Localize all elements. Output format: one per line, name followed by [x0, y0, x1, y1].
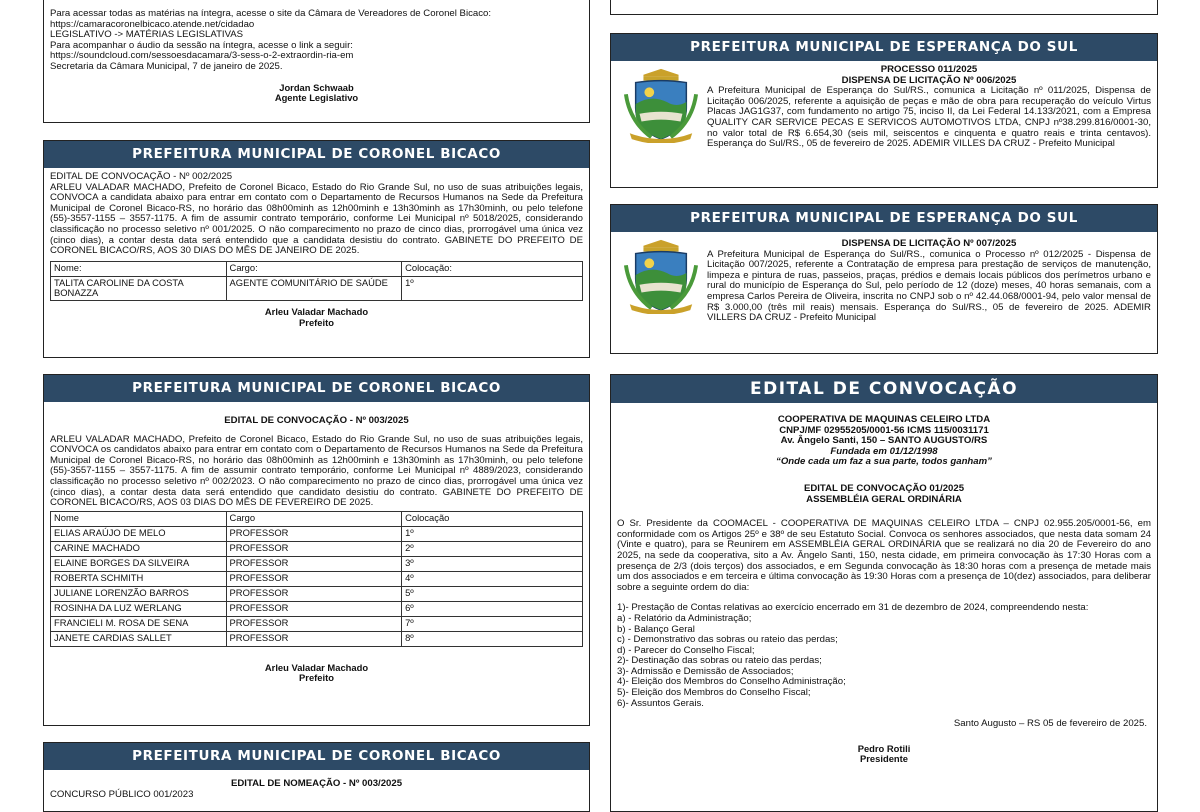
edital-title: EDITAL DE CONVOCAÇÃO - Nº 002/2025: [50, 171, 233, 182]
agenda-item: 5)- Eleição dos Membros do Conselho Fiscal;: [617, 687, 811, 699]
table-row: [51, 586, 583, 601]
date-line: Santo Augusto – RS 05 de fevereiro de 2025.: [953, 718, 1147, 730]
camara-notice-box: [43, 0, 590, 123]
cell-role: PROFESSOR: [226, 586, 402, 601]
cell-name: FRANCIELI M. ROSA DE SENA: [51, 616, 227, 631]
signature-name: Pedro Rotili: [857, 742, 911, 754]
cell-name: ELAINE BORGES DA SILVEIRA: [51, 556, 227, 571]
edital-title: EDITAL DE CONVOCAÇÃO - Nº 003/2025: [224, 415, 409, 426]
process-title: PROCESSO 011/2025: [880, 64, 978, 75]
assembleia-convocacao-box: [610, 374, 1158, 812]
dispensa-title: DISPENSA DE LICITAÇÃO Nº 006/2025: [841, 74, 1017, 86]
column-header: Nome: [51, 511, 227, 526]
column-header: Colocação: [402, 511, 583, 526]
cooperative-founded: Fundada em 01/12/1998: [830, 445, 938, 457]
cell-name: JANETE CARDIAS SALLET: [51, 631, 227, 646]
agenda-item: c) - Demonstrativo das sobras ou rateio das perdas;: [617, 634, 838, 646]
section-header: PREFEITURA MUNICIPAL DE ESPERANÇA DO SUL: [611, 205, 1157, 232]
assembly-text: O Sr. Presidente da COOMACEL - COOPERATIVA DE MAQUINAS CELEIRO LTDA – CNPJ 02.955.205/0001-56, em conformidade com os Artigos 25º e 38º de seu Estatuto Social. Convoca os senhores associados, que nesta data somam 24 (Vinte e quatro), para se Reunirem em ASSEMBLÉIA GERAL ORDINÁRIA que se realizará no dia 20 de Fevereiro do ano 2025, na sede da cooperativa, sito a Av. Ângelo Santi, 150, nesta cidade, em primeira convocação às 17:30 Horas com a presença de 2/3 (dois terços) dos associados, e em Segunda convocação às 18:30 horas com a presença de metade mais um dos associados e em terceira e última convocação às 19:30 Horas com a presença de 10(dez) associados, para deliberar sobre a seguinte ordem do dia:: [617, 518, 1151, 593]
cell-role: PROFESSOR: [226, 541, 402, 556]
cell-name: JULIANE LORENZÃO BARROS: [51, 586, 227, 601]
column-header: Cargo:: [226, 261, 402, 276]
cell-name: ELIAS ARAÚJO DE MELO: [51, 526, 227, 541]
cell-role: PROFESSOR: [226, 556, 402, 571]
cell-name: ROBERTA SCHMITH: [51, 571, 227, 586]
signature-name: Arleu Valadar Machado: [264, 305, 369, 317]
signature-name: Arleu Valadar Machado: [264, 661, 369, 673]
candidates-table: [50, 511, 583, 647]
signature-role: Prefeito: [299, 316, 334, 328]
table-row: [51, 526, 583, 541]
signature-role: Prefeito: [299, 672, 334, 684]
table-row: [51, 616, 583, 631]
cell-name: ROSINHA DA LUZ WERLANG: [51, 601, 227, 616]
convocacao-003-box: [43, 374, 590, 726]
table-row: [51, 571, 583, 586]
agenda-item: 4)- Eleição dos Membros do Conselho Administração;: [617, 676, 846, 688]
dispensa-title: DISPENSA DE LICITAÇÃO Nº 007/2025: [841, 238, 1017, 249]
cell-role: AGENTE COMUNITÁRIO DE SAÚDE: [226, 276, 402, 300]
municipal-coat-of-arms-icon: [621, 236, 701, 314]
edital-text: CONCURSO PÚBLICO 001/2023: [50, 788, 194, 800]
table-row: [51, 556, 583, 571]
notice-line: LEGISLATIVO -> MATÉRIAS LEGISLATIVAS: [50, 29, 244, 41]
section-header: PREFEITURA MUNICIPAL DE CORONEL BICACO: [44, 375, 589, 402]
cell-name: CARINE MACHADO: [51, 541, 227, 556]
edital-title: EDITAL DE CONVOCAÇÃO 01/2025: [803, 482, 965, 494]
signature-name: Jordan Schwaab: [279, 81, 354, 93]
notice-link[interactable]: https://camaracoronelbicaco.atende.net/cidadao: [50, 18, 255, 30]
notice-link[interactable]: https://soundcloud.com/sessoesdacamara/3-sess-o-2-extraordin-ria-em: [50, 50, 354, 62]
cell-rank: 8º: [402, 631, 583, 646]
cell-role: PROFESSOR: [226, 571, 402, 586]
notice-line: Para acompanhar o áudio da sessão na íntegra, acesse o link a seguir:: [50, 39, 353, 51]
cooperative-motto: “Onde cada um faz a sua parte, todos ganham”: [776, 456, 992, 468]
edital-text: ARLEU VALADAR MACHADO, Prefeito de Coronel Bicaco, Estado do Rio Grande Sul, no uso de suas atribuições legais, CONVOCA os candidatos abaixo para entrar em contato com o Departamento de Recursos Humanos na Sede da Prefeitura Municipal de Coronel Bicaco-RS, no horário das 08h00minh as 12h00minh e 13h30minh as 17h30minh, ou pelo telefone (55)-3557-1155 – 3557-1175. A fim de assumir contrato temporário, conforme Lei Municipal nº 4889/2023, considerando classificação no processo seletivo nº 002/2023. O não comparecimento no prazo de cinco dias, prorrogável uma única vez (cinco dias), a contar desta data será entendido que candidato desistiu do contrato. GABINETE DO PREFEITO DE CORONEL BICACO/RS, AOS 03 DIAS DO MÊS DE FEVEREIRO DE 2025.: [50, 433, 583, 509]
table-row: [51, 276, 583, 300]
cell-rank: 6º: [402, 601, 583, 616]
signature-role: Presidente: [860, 753, 908, 765]
agenda-item: b) - Balanço Geral: [617, 623, 695, 635]
previous-notice-box: [610, 0, 1158, 15]
table-header-row: [51, 261, 583, 276]
cell-rank: 4º: [402, 571, 583, 586]
cell-role: PROFESSOR: [226, 631, 402, 646]
table-row: [51, 601, 583, 616]
cooperative-name: COOPERATIVA DE MAQUINAS CELEIRO LTDA: [777, 414, 991, 425]
assembly-title: ASSEMBLÉIA GERAL ORDINÁRIA: [806, 493, 962, 505]
cell-role: PROFESSOR: [226, 601, 402, 616]
cell-rank: 2º: [402, 541, 583, 556]
section-header: PREFEITURA MUNICIPAL DE ESPERANÇA DO SUL: [611, 34, 1157, 61]
agenda-item: 2)- Destinação das sobras ou rateio das perdas;: [617, 655, 822, 667]
table-row: [51, 631, 583, 646]
convocacao-002-box: [43, 140, 590, 358]
section-header: PREFEITURA MUNICIPAL DE CORONEL BICACO: [44, 141, 589, 168]
nomeacao-003-box: [43, 742, 590, 812]
dispensa-007-box: [610, 204, 1158, 354]
cell-role: PROFESSOR: [226, 526, 402, 541]
column-header: Nome:: [51, 261, 227, 276]
cell-rank: 3º: [402, 556, 583, 571]
section-header: EDITAL DE CONVOCAÇÃO: [611, 375, 1157, 403]
agenda-item: d) - Parecer do Conselho Fiscal;: [617, 644, 755, 656]
cooperative-address: Av. Ângelo Santi, 150 – SANTO AUGUSTO/RS: [780, 435, 988, 447]
cell-rank: 7º: [402, 616, 583, 631]
table-header-row: [51, 511, 583, 526]
municipal-coat-of-arms-icon: [621, 65, 701, 143]
edital-text: ARLEU VALADAR MACHADO, Prefeito de Coronel Bicaco, Estado do Rio Grande Sul, no uso de suas atribuições legais, CONVOCA a candidata abaixo para entrar em contato com o Departamento de Recursos Humanos na Sede da Prefeitura Municipal de Coronel Bicaco-RS, no horário das 08h00minh as 12h00minh e 13h30minh as 17h30minh, ou pelo telefone (55)-3557-1155 – 3557-1175. A fim de assumir contrato temporário, conforme Lei Municipal nº 5018/2025, considerando classificação no processo seletivo nº 001/2025. O não comparecimento no prazo de cinco dias, prorrogável uma única vez (cinco dias), a contar desta data será entendido que a candidata desistiu do contrato. GABINETE DO PREFEITO DE CORONEL BICACO/RS, AOS 30 DIAS DO MÊS DE JANEIRO DE 2025.: [50, 181, 583, 257]
candidates-table: [50, 261, 583, 301]
cell-role: PROFESSOR: [226, 616, 402, 631]
agenda-item: 1)- Prestação de Contas relativas ao exercício encerrado em 31 de dezembro de 2024, compreendendo nesta:: [617, 602, 1089, 614]
agenda-item: 3)- Admissão e Demissão de Associados;: [617, 665, 794, 677]
dispensa-006-box: [610, 33, 1158, 188]
cell-rank: 1º: [402, 276, 583, 300]
dispensa-text: A Prefeitura Municipal de Esperança do Sul/RS., comunica a Licitação nº 011/2025, Dispensa de Licitação 006/2025, referente a aquisição de peças e mão de obra para recuperação do veículo Virtus Placas JAG1G37, com fundamento no artigo 75, inciso II, da Lei Federal 14.133/2021, com a Empresa QUALITY CAR SERVICE PECAS E SERVICOS AUTOMOTIVOS LTDA, CNPJ nº38.299.816/0001-30, no valor total de R$ 6.654,30 (seis mil, seiscentos e cinquenta e quatro reais e trinta centavos). Esperança do Sul/RS., 05 de fevereiro de 2025. ADEMIR VILLES DA CRUZ - Prefeito Municipal: [707, 85, 1151, 150]
cell-rank: 1º: [402, 526, 583, 541]
agenda-item: a) - Relatório da Administração;: [617, 612, 752, 624]
column-header: Cargo: [226, 511, 402, 526]
agenda-item: 6)- Assuntos Gerais.: [617, 697, 704, 709]
cooperative-cnpj: CNPJ/MF 02955205/0001-56 ICMS 115/0031171: [779, 424, 989, 436]
notice-line: Para acessar todas as matérias na íntegra, acesse o site da Câmara de Vereadores de Coronel Bicaco:: [50, 8, 492, 19]
table-row: [51, 541, 583, 556]
section-header: PREFEITURA MUNICIPAL DE CORONEL BICACO: [44, 743, 589, 770]
dispensa-text: A Prefeitura Municipal de Esperança do Sul/RS., comunica o Processo nº 012/2025 - Dispensa de Licitação 007/2025, referente a Contratação de empresa para prestação de serviços de manutenção, limpeza e pintura de ruas, passeios, praças, prédios e demais locais públicos dos perímetros urbano e rural do município de Esperança do Sul, pelo período de 12 (doze) meses, 40 horas semanais, com a empresa Carlos Pereira de Oliveira, inscrita no CNPJ sob o nº 42.44.068/0001-94, pelo valor mensal de R$ 3.000,00 (três mil reais) mensais. Esperança do Sul/RS., 05 de fevereiro de 2025. ADEMIR VILLERS DA CRUZ - Prefeito Municipal: [707, 248, 1151, 324]
cell-name: TALITA CAROLINE DA COSTA BONAZZA: [51, 276, 227, 300]
signature-role: Agente Legislativo: [274, 92, 359, 104]
cell-rank: 5º: [402, 586, 583, 601]
column-header: Colocação:: [402, 261, 583, 276]
notice-line: Secretaria da Câmara Municipal, 7 de janeiro de 2025.: [50, 60, 283, 72]
edital-title: EDITAL DE NOMEAÇÃO - Nº 003/2025: [230, 778, 403, 789]
